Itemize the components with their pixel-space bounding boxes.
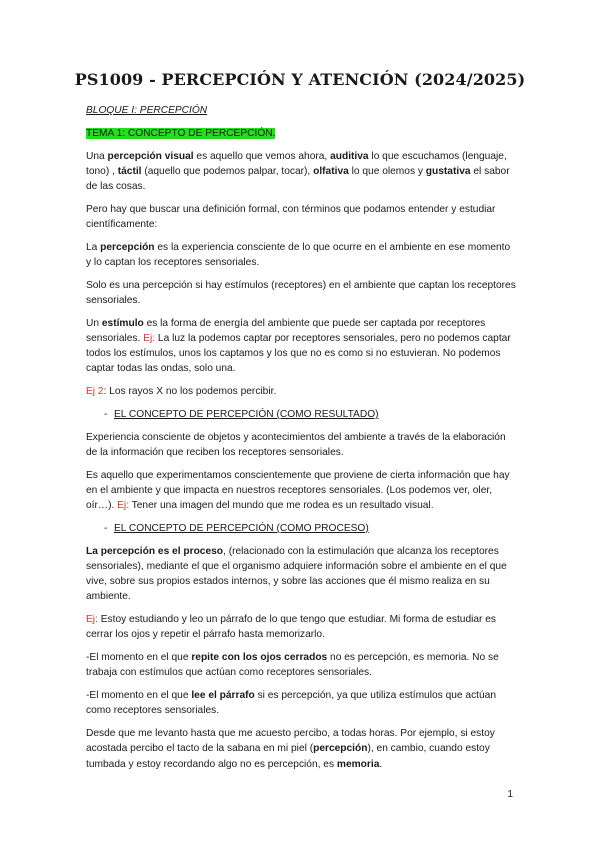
paragraph-senses bbox=[86, 149, 516, 195]
tema-heading-paragraph bbox=[86, 126, 516, 141]
bold-term: La percepción es el proceso bbox=[86, 545, 224, 557]
bold-term: lee el párrafo bbox=[191, 690, 255, 702]
bold-term: percepción bbox=[313, 743, 368, 755]
paragraph-reading bbox=[86, 688, 516, 718]
text-run: ), en cambio, cuando estoy tumbada y estoy recordando algo no es percepción, es bbox=[86, 743, 490, 770]
text-run: La bbox=[86, 241, 101, 253]
bold-term: percepción visual bbox=[107, 150, 194, 162]
text-run: , (relacionado con la estimulación que alcanza los receptores sensoriales), mediante el que el organismo adquiere información sobre el ambiente en el que vive, sobre sus propios estados internos, y sobre las acciones que él mismo realiza en su ambiente. bbox=[86, 545, 507, 603]
text-run: Tener una imagen del mundo que me rodea es un resultado visual. bbox=[129, 500, 434, 512]
text-run: no es percepción, es memoria. No se trabaja con estímulos que actúan como receptores sensoriales. bbox=[86, 652, 499, 679]
example-label: Ej: bbox=[117, 500, 130, 512]
bullet-concept-result bbox=[86, 407, 516, 422]
text-run: : Los rayos X no los podemos percibir. bbox=[103, 386, 277, 398]
text-run: -El momento en el que bbox=[86, 690, 192, 702]
text-run: el sabor de las cosas. bbox=[86, 165, 510, 192]
text-run: . bbox=[379, 758, 383, 770]
text-run: es aquello que vemos ahora, bbox=[193, 150, 331, 162]
bold-term: memoria bbox=[336, 758, 380, 770]
document-title: PS1009 - PERCEPCIÓN Y ATENCIÓN (2024/2025) bbox=[74, 70, 526, 89]
bullet-heading: EL CONCEPTO DE PERCEPCIÓN (COMO PROCESO) bbox=[114, 523, 369, 534]
paragraph-stimuli-condition: Solo es una percepción si hay estímulos (receptores) en el ambiente que captan los receptores sensoriales. bbox=[86, 279, 516, 306]
bullet-concept-process bbox=[86, 521, 516, 536]
text-run: Es aquello que experimentamos conscientemente que proviene de cierta información que hay en el ambiente y que impacta en nuestros receptores sensoriales. (Los podemos ver, oler, oír…). bbox=[86, 469, 510, 512]
paragraph-result-definition: Experiencia consciente de objetos y acontecimientos del ambiente a través de la elaboración de la información que reciben los receptores sensoriales. bbox=[86, 431, 506, 458]
example-label: Ej 2 bbox=[86, 386, 104, 398]
text-run: -El momento en el que bbox=[86, 652, 192, 664]
example-label: Ej: bbox=[143, 333, 156, 344]
bold-term: gustativa bbox=[425, 165, 471, 177]
text-run: lo que olemos y bbox=[348, 165, 426, 177]
text-run: es la forma de energía del ambiente que puede ser captada por receptores sensoriales. bbox=[86, 317, 486, 344]
tema-heading: TEMA 1: CONCEPTO DE PERCEPCIÓN. bbox=[86, 127, 276, 139]
paragraph-example-2 bbox=[86, 384, 516, 399]
bold-term: estímulo bbox=[101, 317, 144, 329]
text-run: lo que escuchamos (lenguaje, tono) , bbox=[86, 150, 507, 177]
paragraph-result-explanation bbox=[86, 468, 516, 514]
paragraph-formal-definition-intro: Pero hay que buscar una definición formal, con términos que podamos entender y estudiar científicamente: bbox=[86, 203, 496, 230]
paragraph-stimulus-definition bbox=[86, 316, 516, 377]
bold-term: táctil bbox=[117, 165, 142, 177]
bullet-heading: EL CONCEPTO DE PERCEPCIÓN (COMO RESULTADO) bbox=[114, 409, 379, 420]
text-run: Un bbox=[86, 317, 102, 329]
text-run: Desde que me levanto hasta que me acuesto percibo, a todas horas. Por ejemplo, si estoy acostada percibo el tacto de la sabana en mi piel ( bbox=[86, 728, 495, 755]
paragraph-perception-definition bbox=[86, 240, 516, 270]
page-number: 1 bbox=[507, 789, 513, 800]
document-body bbox=[86, 103, 516, 779]
text-run: es la experiencia consciente de lo que ocurre en el ambiente en ese momento y lo captan los receptores sensoriales. bbox=[86, 241, 511, 268]
bullet-dash: - bbox=[104, 409, 108, 420]
bold-term: olfativa bbox=[313, 165, 349, 177]
paragraph-process-definition bbox=[86, 544, 516, 605]
text-run: si es percepción, ya que utiliza estímulos que actúan como receptores sensoriales. bbox=[86, 690, 496, 717]
text-run: Una bbox=[86, 150, 108, 162]
paragraph-eyes-closed bbox=[86, 650, 516, 680]
paragraph-study-example bbox=[86, 612, 516, 642]
text-run: (aquello que podemos palpar, tocar), bbox=[141, 165, 314, 177]
section-label: BLOQUE I: PERCEPCIÓN bbox=[86, 105, 208, 116]
text-run: La luz la podemos captar por receptores sensoriales, pero no podemos captar todos los estímulos, unos los captamos y los que no es como si no estuvieran. No podemos captar todas las ondas, solo una. bbox=[86, 333, 511, 375]
bold-term: auditiva bbox=[330, 150, 369, 162]
bullet-dash: - bbox=[104, 523, 108, 534]
paragraph-daily-perception bbox=[86, 726, 516, 772]
text-run: Estoy estudiando y leo un párrafo de lo que tengo que estudiar. Mi forma de estudiar es cerrar los ojos y repetir el párrafo hasta memorizarlo. bbox=[86, 614, 497, 641]
bold-term: percepción bbox=[100, 241, 155, 253]
example-label: Ej: bbox=[86, 614, 98, 626]
bold-term: repite con los ojos cerrados bbox=[191, 652, 328, 664]
section-label-paragraph bbox=[86, 103, 516, 118]
